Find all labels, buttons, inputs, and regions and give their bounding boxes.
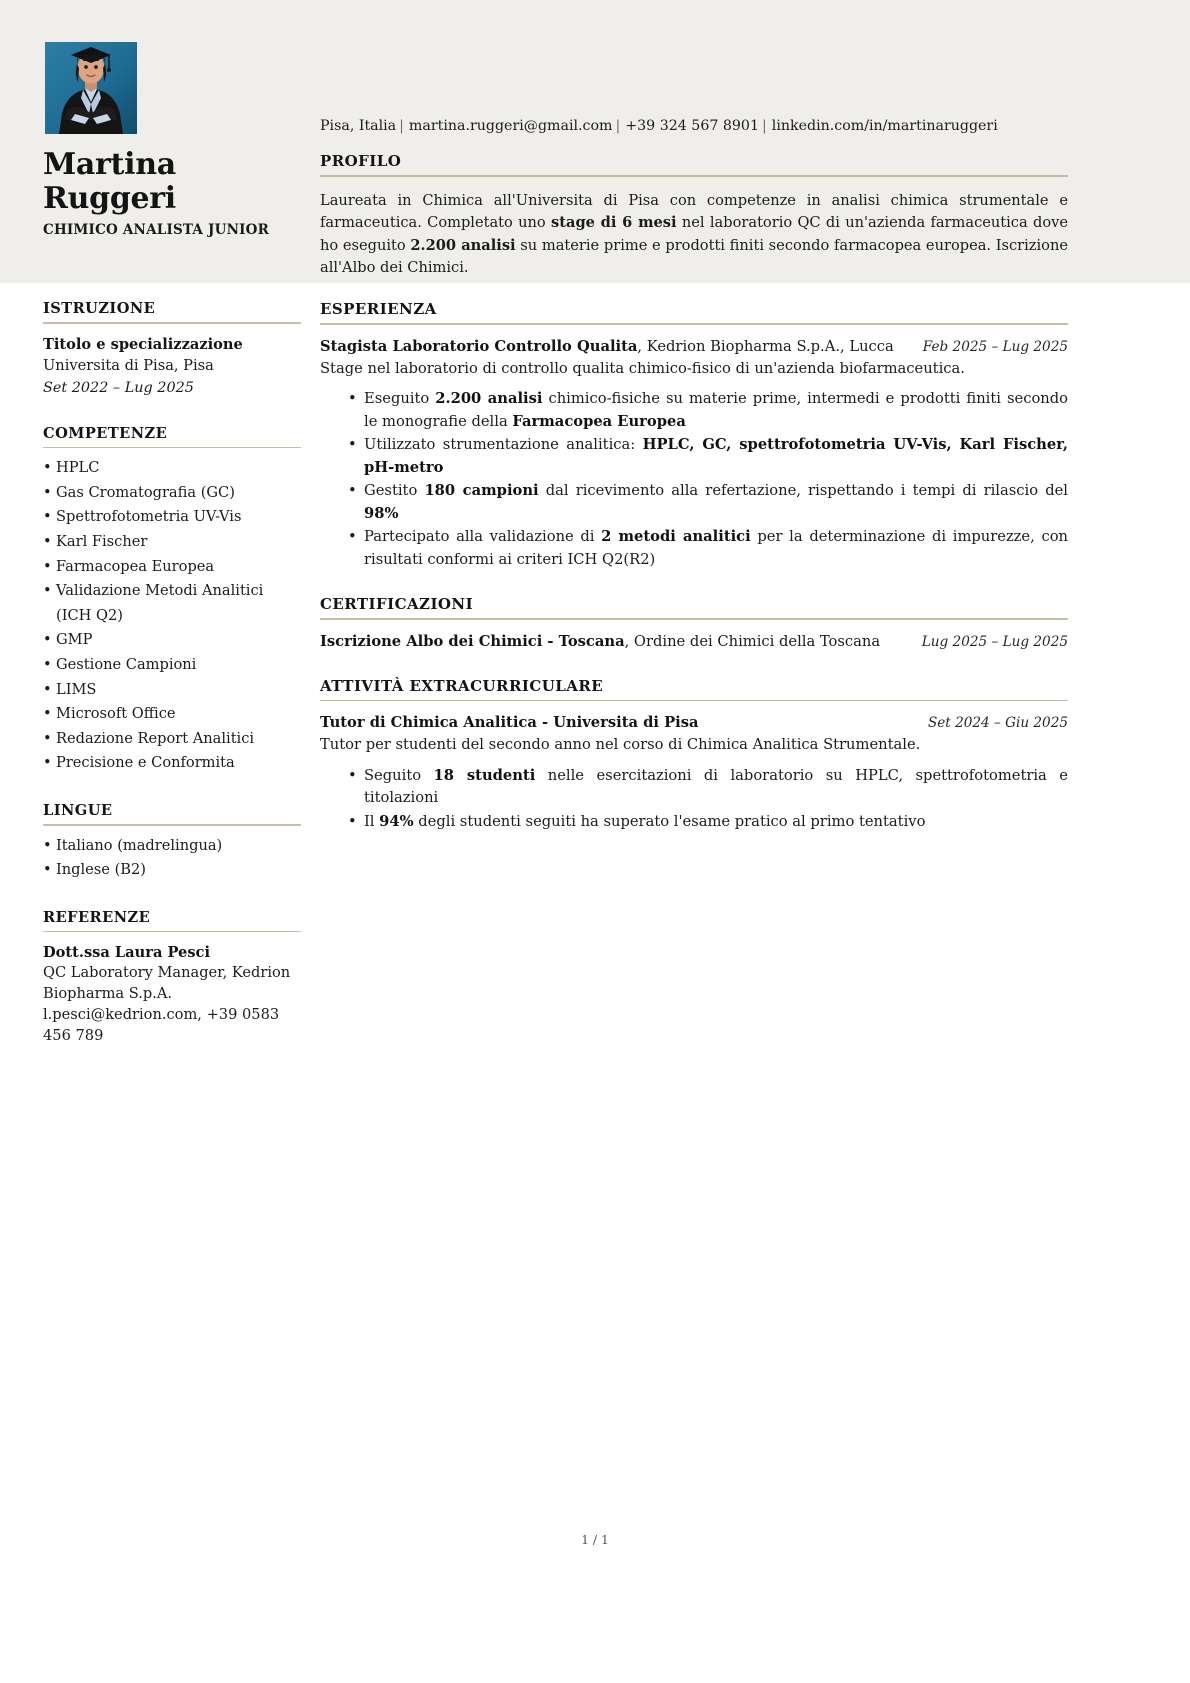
list-item: • LIMS <box>43 678 301 703</box>
entry-date: Lug 2025 – Lug 2025 <box>921 633 1068 650</box>
bullet-text: Seguito <box>364 766 434 784</box>
entry-bullet <box>348 388 1068 433</box>
contact-email[interactable]: martina.ruggeri@gmail.com <box>408 118 613 134</box>
sidebar <box>43 300 301 1072</box>
page-indicator: 1 / 1 <box>581 1532 609 1547</box>
list-item: • Karl Fischer <box>43 530 301 555</box>
entry-organization: , Kedrion Biopharma S.p.A., Lucca <box>637 337 894 355</box>
education-rule <box>43 322 301 324</box>
education-heading: ISTRUZIONE <box>43 300 156 317</box>
entry <box>320 712 1068 833</box>
bullet-text: dal ricevimento alla refertazione, rispettando i tempi di rilascio del <box>538 482 1068 500</box>
bullet-text: degli studenti seguiti ha superato l'esame pratico al primo tentativo <box>413 812 926 830</box>
contact-linkedin[interactable]: linkedin.com/in/martinaruggeri <box>771 118 998 134</box>
skills-section <box>43 425 301 776</box>
profile-bold-2: 2.200 analisi <box>410 236 516 254</box>
extracurricular-section <box>320 677 1068 834</box>
list-item: • Spettrofotometria UV-Vis <box>43 505 301 530</box>
first-name: Martina <box>43 147 176 182</box>
entry-date: Feb 2025 – Lug 2025 <box>922 338 1068 355</box>
last-name: Ruggeri <box>43 181 176 216</box>
languages-rule <box>43 824 301 826</box>
entry <box>320 631 1068 653</box>
extracurricular-rule <box>320 700 1068 702</box>
entry-bullet <box>348 811 1068 834</box>
entry-role: Iscrizione Albo dei Chimici - Toscana <box>320 632 625 650</box>
entry <box>320 336 1068 572</box>
bullet-highlight: HPLC, GC, spettrofotometria UV-Vis, Karl Fischer, pH-metro <box>364 436 1068 476</box>
bullet-text: Eseguito <box>364 390 436 408</box>
contact-separator-2: | <box>615 118 621 134</box>
bullet-text: Il <box>364 812 380 830</box>
entry-title <box>320 631 922 653</box>
page-footer <box>0 1532 1190 1547</box>
entry-bullet <box>348 480 1068 525</box>
entry-bullet <box>348 765 1068 810</box>
entry-date: Set 2024 – Giu 2025 <box>927 715 1068 732</box>
bullet-highlight: Farmacopea Europea <box>512 412 686 430</box>
list-item: • Precisione e Conformita <box>43 751 301 776</box>
education-date: Set 2022 – Lug 2025 <box>43 379 194 396</box>
bullet-highlight: 180 campioni <box>424 482 539 500</box>
entry-subtitle: Tutor per studenti del secondo anno nel corso di Chimica Analitica Strumentale. <box>320 736 921 754</box>
languages-list <box>43 834 301 883</box>
bullet-text: Gestito <box>364 482 425 500</box>
profile-section <box>320 152 1068 280</box>
contact-location: Pisa, Italia <box>320 118 397 134</box>
references-section <box>43 909 301 1047</box>
profile-photo-icon <box>45 42 137 134</box>
entry-subtitle: Stage nel laboratorio di controllo qualita chimico-fisico di un'azienda biofarmaceutica. <box>320 359 965 377</box>
list-item: • Inglese (B2) <box>43 858 301 883</box>
profile-text-p3: su materie prime e prodotti finiti secondo farmacopea europea. Iscrizione all'Albo dei Chimici. <box>320 236 1068 277</box>
entry-header-row <box>320 712 1068 734</box>
experience-entries <box>320 336 1068 572</box>
skills-heading: COMPETENZE <box>43 424 168 442</box>
reference-contact: l.pesci@kedrion.com, +39 0583 456 789 <box>43 1005 280 1044</box>
extracurricular-heading: ATTIVITÀ EXTRACURRICULARE <box>320 676 604 695</box>
list-item: • HPLC <box>43 456 301 481</box>
bullet-text: chimico-fisiche su materie prime, intermedi e prodotti finiti secondo le monografie della <box>364 390 1068 430</box>
contact-phone[interactable]: +39 324 567 8901 <box>625 118 759 134</box>
skills-rule <box>43 447 301 449</box>
profile-text-p2: nel laboratorio QC di un'azienda farmaceutica dove ho eseguito <box>320 214 1068 254</box>
profile-text-p1: Laureata in Chimica all'Universita di Pisa con competenze in analisi chimica strumentale e farmaceutica. Completato uno <box>320 191 1068 232</box>
education-organization: Universita di Pisa, Pisa <box>43 356 214 374</box>
bullet-text: per la determinazione di impurezze, con risultati conformi ai criteri ICH Q2(R2) <box>364 528 1068 568</box>
contact-separator-3: | <box>762 118 767 134</box>
bullet-highlight: 2 metodi analitici <box>601 528 751 546</box>
avatar <box>45 42 137 134</box>
entry-bullet-list <box>320 765 1068 834</box>
reference-name: Dott.ssa Laura Pesci <box>43 944 210 962</box>
bullet-highlight: 2.200 analisi <box>435 390 543 408</box>
education-section <box>43 300 301 399</box>
entry-bullet <box>348 434 1068 479</box>
entry-role: Stagista Laboratorio Controllo Qualita <box>320 337 638 355</box>
entry-title <box>320 336 923 358</box>
bullet-text: Utilizzato strumentazione analitica: <box>364 436 643 454</box>
certifications-section <box>320 595 1068 653</box>
contact-line <box>320 116 1080 136</box>
bullet-highlight: 94% <box>379 812 414 830</box>
list-item: • Gas Cromatografia (GC) <box>43 481 301 506</box>
main-content <box>320 300 1068 857</box>
list-item: • GMP <box>43 628 301 653</box>
references-heading: REFERENZE <box>43 908 151 926</box>
list-item: • Gestione Campioni <box>43 653 301 678</box>
skills-list <box>43 456 301 776</box>
profile-text <box>320 190 1068 280</box>
profile-bold-1: stage di 6 mesi <box>551 214 677 232</box>
languages-section <box>43 802 301 883</box>
entry-bullet <box>348 526 1068 571</box>
entry-header-row <box>320 631 1068 653</box>
bullet-highlight: 98% <box>364 504 399 522</box>
entry-title <box>320 712 928 734</box>
bullet-text: nelle esercitazioni di laboratorio su HPLC, spettrofotometria e titolazioni <box>364 766 1068 807</box>
bullet-highlight: 18 studenti <box>433 766 536 784</box>
experience-section <box>320 300 1068 571</box>
name-block <box>43 148 305 238</box>
list-item: • Farmacopea Europea <box>43 555 301 580</box>
experience-rule <box>320 323 1068 325</box>
list-item: • Italiano (madrelingua) <box>43 834 301 859</box>
extracurricular-entries <box>320 712 1068 833</box>
experience-heading: ESPERIENZA <box>320 300 437 318</box>
bullet-text: Partecipato alla validazione di <box>364 528 602 546</box>
list-item: • Microsoft Office <box>43 702 301 727</box>
languages-heading: LINGUE <box>43 801 113 819</box>
list-item: • Redazione Report Analitici <box>43 727 301 752</box>
entry-role: Tutor di Chimica Analitica - Universita di Pisa <box>320 714 699 732</box>
entry-bullet-list <box>320 388 1068 571</box>
certifications-heading: CERTIFICAZIONI <box>320 595 474 614</box>
reference-role: QC Laboratory Manager, Kedrion Biopharma S.p.A. <box>43 964 291 1003</box>
job-title: CHIMICO ANALISTA JUNIOR <box>43 222 269 238</box>
contact-separator-1: | <box>399 118 404 134</box>
entry-organization: , Ordine dei Chimici della Toscana <box>624 632 881 650</box>
list-item: • Validazione Metodi Analitici (ICH Q2) <box>43 579 301 628</box>
entry-header-row <box>320 336 1068 358</box>
profile-rule <box>320 175 1068 177</box>
education-title: Titolo e specializzazione <box>43 335 243 353</box>
references-rule <box>43 931 301 933</box>
certification-entries <box>320 631 1068 653</box>
profile-heading: PROFILO <box>320 152 402 170</box>
certifications-rule <box>320 618 1068 620</box>
